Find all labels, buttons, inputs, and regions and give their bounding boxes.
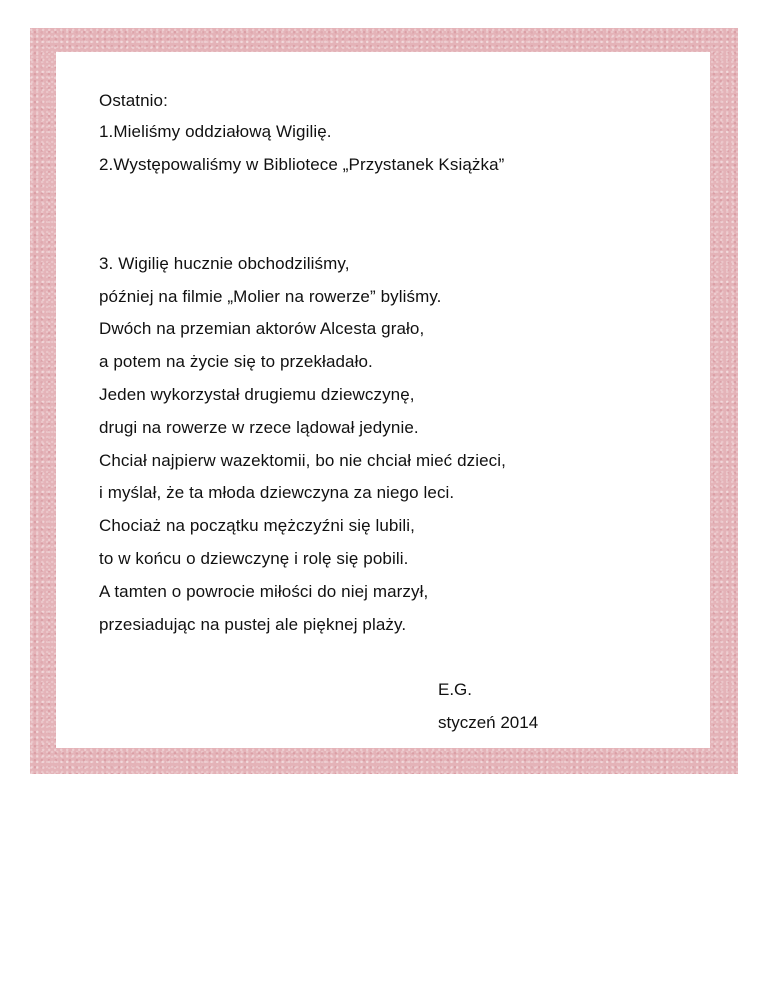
poem-line-9: Chociaż na początku mężczyźni się lubili, bbox=[99, 516, 415, 535]
poem-line-10: to w końcu o dziewczynę i rolę się pobili. bbox=[99, 549, 409, 568]
poem-line-3: Dwóch na przemian aktorów Alcesta grało, bbox=[99, 319, 425, 338]
author-initials: E.G. bbox=[438, 680, 473, 699]
intro-item-2: 2.Występowaliśmy w Bibliotece „Przystanek Książka” bbox=[99, 155, 505, 174]
poem-line-1: 3. Wigilię hucznie obchodziliśmy, bbox=[99, 254, 350, 273]
decorative-pink-frame bbox=[30, 28, 738, 774]
poem-line-8: i myślał, że ta młoda dziewczyna za niego leci. bbox=[99, 483, 455, 502]
poem-line-6: drugi na rowerze w rzece lądował jedynie. bbox=[99, 418, 419, 437]
text-panel bbox=[56, 52, 710, 748]
poem-line-7: Chciał najpierw wazektomii, bo nie chciał mieć dzieci, bbox=[99, 451, 506, 470]
poem-line-2: później na filmie „Molier na rowerze” byliśmy. bbox=[99, 287, 442, 306]
poem-line-12: przesiadując na pustej ale pięknej plaży. bbox=[99, 615, 407, 634]
signature-date: styczeń 2014 bbox=[438, 713, 539, 732]
poem-line-5: Jeden wykorzystał drugiemu dziewczynę, bbox=[99, 385, 415, 404]
poem-line-11: A tamten o powrocie miłości do niej marzył, bbox=[99, 582, 429, 601]
poem-line-4: a potem na życie się to przekładało. bbox=[99, 352, 373, 371]
intro-heading: Ostatnio: bbox=[99, 91, 168, 110]
intro-item-1: 1.Mieliśmy oddziałową Wigilię. bbox=[99, 122, 332, 141]
